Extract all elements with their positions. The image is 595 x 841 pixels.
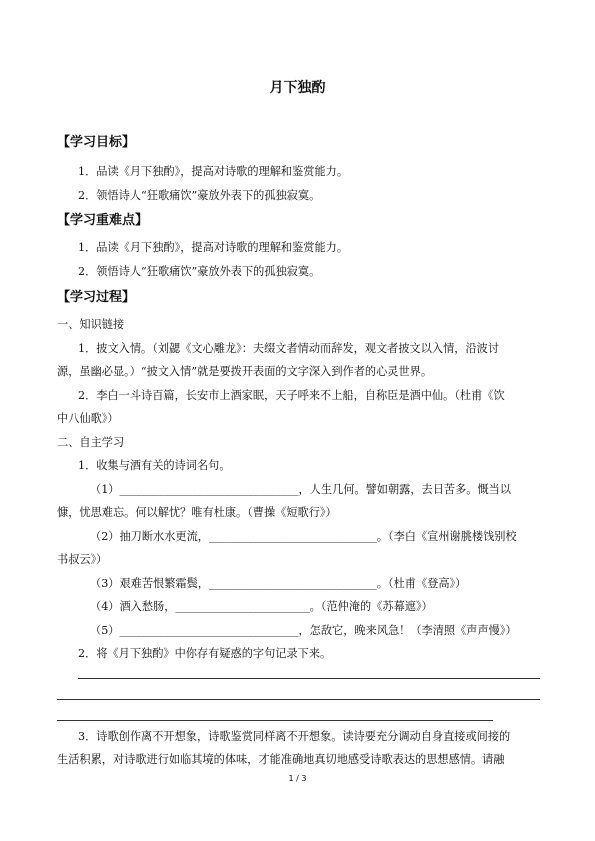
poem-fill-2-line-2: 书叔云》） xyxy=(57,553,108,566)
poem-fill-4: （4）酒入愁肠，________________________。（范仲淹的《苏幕遮》） xyxy=(90,600,433,613)
self-study-question-3-line-2: 生活积累，对诗歌进行如临其境的体味，才能准确地真切地感受诗歌表达的思想感情。请融 xyxy=(57,753,505,766)
knowledge-item-1-line-1: 1．披文入情。（刘勰《文心雕龙》：夫缀文者情动而辞发，观文者披文以入情，沿波讨 xyxy=(78,342,500,355)
self-study-question-3-line-1: 3．诗歌创作离不开想象，诗歌鉴赏同样离不开想象。读诗要充分调动自身直接或间接的 xyxy=(78,730,511,743)
answer-line-3[interactable] xyxy=(57,720,493,721)
answer-line-1[interactable] xyxy=(78,678,540,679)
poem-fill-1-line-2: 慷，忧思难忘。何以解忧？唯有杜康。（曹操《短歌行》） xyxy=(57,506,337,519)
page-number: 1 / 3 xyxy=(288,774,307,783)
poem-fill-2-line-1: （2）抽刀断水水更流，______________________________。（李白《宣州谢朓楼饯别校 xyxy=(90,530,517,543)
key-point-item-1: 1．品读《月下独酌》，提高对诗歌的理解和鉴赏能力。 xyxy=(78,241,349,254)
knowledge-item-2-line-2: 中八仙歌》） xyxy=(57,412,119,425)
self-study-question-1: 1．收集与酒有关的诗词名句。 xyxy=(78,459,231,472)
objective-item-2: 2．领悟诗人“狂歌痛饮”豪放外表下的孤独寂寞。 xyxy=(78,189,321,202)
process-heading: 【学习过程】 xyxy=(57,290,136,305)
poem-fill-3: （3）艰难苦恨繁霜鬓，______________________________。（杜甫《登高》） xyxy=(90,577,467,590)
poem-fill-5: （5）________________________________，怎敌它，晚来风急！（李清照《声声慢》） xyxy=(90,624,517,637)
objective-item-1: 1．品读《月下独酌》，提高对诗歌的理解和鉴赏能力。 xyxy=(78,165,349,178)
knowledge-item-1-line-2: 源，虽幽必显。）“披文入情”就是要拨开表面的文字深入到作者的心灵世界。 xyxy=(57,365,433,378)
section-knowledge-title: 一、知识链接 xyxy=(57,318,125,331)
section-self-study-title: 二、自主学习 xyxy=(57,436,125,449)
answer-line-2[interactable] xyxy=(57,699,540,700)
objectives-heading: 【学习目标】 xyxy=(57,135,136,150)
poem-fill-1-line-1: （1）________________________________，人生几何。譬如朝露，去日苦多。慨当以 xyxy=(90,483,512,496)
knowledge-item-2-line-1: 2．李白一斗诗百篇，长安市上酒家眠，天子呼来不上船，自称臣是酒中仙。（杜甫《饮 xyxy=(78,389,505,402)
page-title: 月下独酌 xyxy=(269,80,326,96)
self-study-question-2: 2．将《月下独酌》中你存有疑惑的字句记录下来。 xyxy=(78,647,332,660)
key-point-item-2: 2．领悟诗人“狂歌痛饮”豪放外表下的孤独寂寞。 xyxy=(78,265,321,278)
key-points-heading: 【学习重难点】 xyxy=(57,213,149,228)
